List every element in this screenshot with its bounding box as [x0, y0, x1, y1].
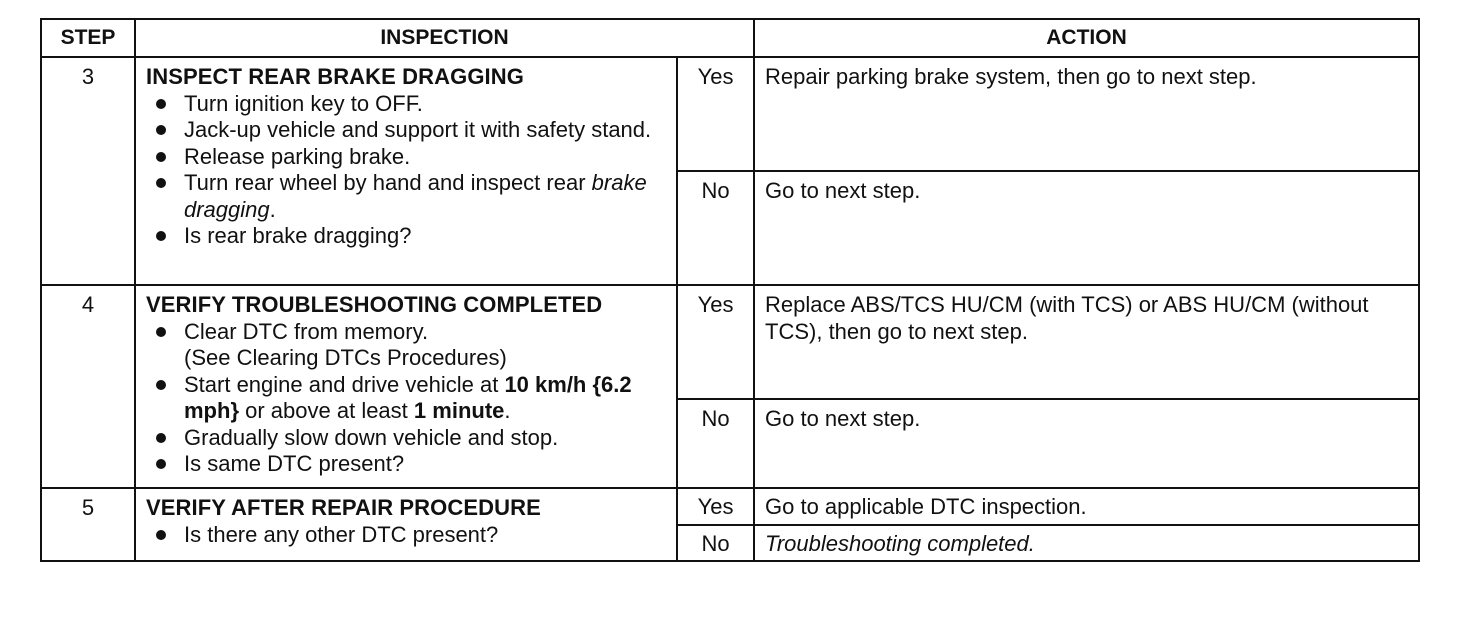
- yes-label: Yes: [677, 488, 754, 525]
- list-item-text: Turn ignition key to OFF.: [184, 90, 423, 116]
- list-item: [146, 144, 666, 171]
- list-item-note: [146, 345, 666, 372]
- bullet-icon: [156, 433, 166, 443]
- table-row-step-4-yes: [41, 285, 1419, 399]
- list-item-text: or above at least: [245, 398, 408, 423]
- header-step: STEP: [41, 19, 135, 57]
- list-item: [146, 117, 666, 144]
- list-item-text: Jack-up vehicle and support it with safety stand.: [184, 117, 652, 142]
- inspection-cell: [135, 488, 677, 561]
- bullet-icon: [156, 380, 166, 390]
- step-number: 4: [41, 285, 135, 488]
- list-item-text: Start engine and drive vehicle at: [184, 371, 499, 397]
- list-item: [146, 522, 666, 549]
- bullet-icon: [156, 327, 166, 337]
- bullet-icon: [156, 152, 166, 162]
- list-item-text: Is rear brake dragging?: [184, 223, 412, 248]
- list-item-text: Is there any other DTC present?: [184, 521, 499, 547]
- list-item: [146, 319, 666, 346]
- inspection-cell: [135, 285, 677, 488]
- list-item-italic-text: brake dragging: [184, 170, 647, 222]
- list-item-text: (See Clearing DTCs Procedures): [184, 345, 507, 370]
- header-action: ACTION: [754, 19, 1419, 57]
- list-item-text: Clear DTC from memory.: [184, 318, 429, 344]
- yes-action: Go to applicable DTC inspection.: [754, 488, 1419, 525]
- list-item: [146, 170, 666, 223]
- no-action: Go to next step.: [754, 399, 1419, 488]
- inspection-list: [146, 522, 666, 549]
- list-item-bold-text: 10 km/h {6.2 mph}: [184, 371, 632, 423]
- list-item: [146, 451, 666, 478]
- inspection-title: VERIFY AFTER REPAIR PROCEDURE: [146, 495, 541, 520]
- table-row-step-3-yes: [41, 57, 1419, 171]
- list-item-text: Turn rear wheel by hand and inspect rear: [184, 170, 586, 195]
- inspection-cell: [135, 57, 677, 285]
- list-item-text: Gradually slow down vehicle and stop.: [184, 424, 559, 450]
- no-label: No: [677, 171, 754, 285]
- step-number: 5: [41, 488, 135, 561]
- header-row: [41, 19, 1419, 57]
- bullet-icon: [156, 99, 166, 109]
- step-number: 3: [41, 57, 135, 285]
- list-item-text: .: [504, 398, 511, 423]
- procedure-page: [40, 18, 1418, 562]
- no-action: Go to next step.: [754, 171, 1419, 285]
- bullet-icon: [156, 178, 166, 188]
- inspection-title: VERIFY TROUBLESHOOTING COMPLETED: [146, 292, 603, 317]
- list-item: [146, 372, 666, 425]
- header-inspection: INSPECTION: [135, 19, 754, 57]
- no-label: No: [677, 399, 754, 488]
- yes-action: Repair parking brake system, then go to next step.: [754, 57, 1419, 171]
- list-item-bold-text: 1 minute: [413, 398, 505, 423]
- table-row-step-5-yes: [41, 488, 1419, 525]
- list-item: [146, 223, 666, 250]
- no-action: Troubleshooting completed.: [754, 525, 1419, 562]
- bullet-icon: [156, 530, 166, 540]
- inspection-title: INSPECT REAR BRAKE DRAGGING: [146, 64, 524, 89]
- list-item-text: .: [269, 196, 276, 222]
- bullet-icon: [156, 459, 166, 469]
- no-label: No: [677, 525, 754, 562]
- list-item: [146, 91, 666, 118]
- list-item-text: Is same DTC present?: [184, 451, 405, 476]
- bullet-icon: [156, 231, 166, 241]
- yes-label: Yes: [677, 285, 754, 399]
- list-item-text: Release parking brake.: [184, 143, 411, 169]
- inspection-list: [146, 91, 666, 250]
- troubleshooting-table: [40, 18, 1420, 562]
- inspection-list: [146, 319, 666, 478]
- yes-label: Yes: [677, 57, 754, 171]
- yes-action: Replace ABS/TCS HU/CM (with TCS) or ABS HU/CM (without TCS), then go to next step.: [754, 285, 1419, 399]
- bullet-icon: [156, 125, 166, 135]
- list-item: [146, 425, 666, 452]
